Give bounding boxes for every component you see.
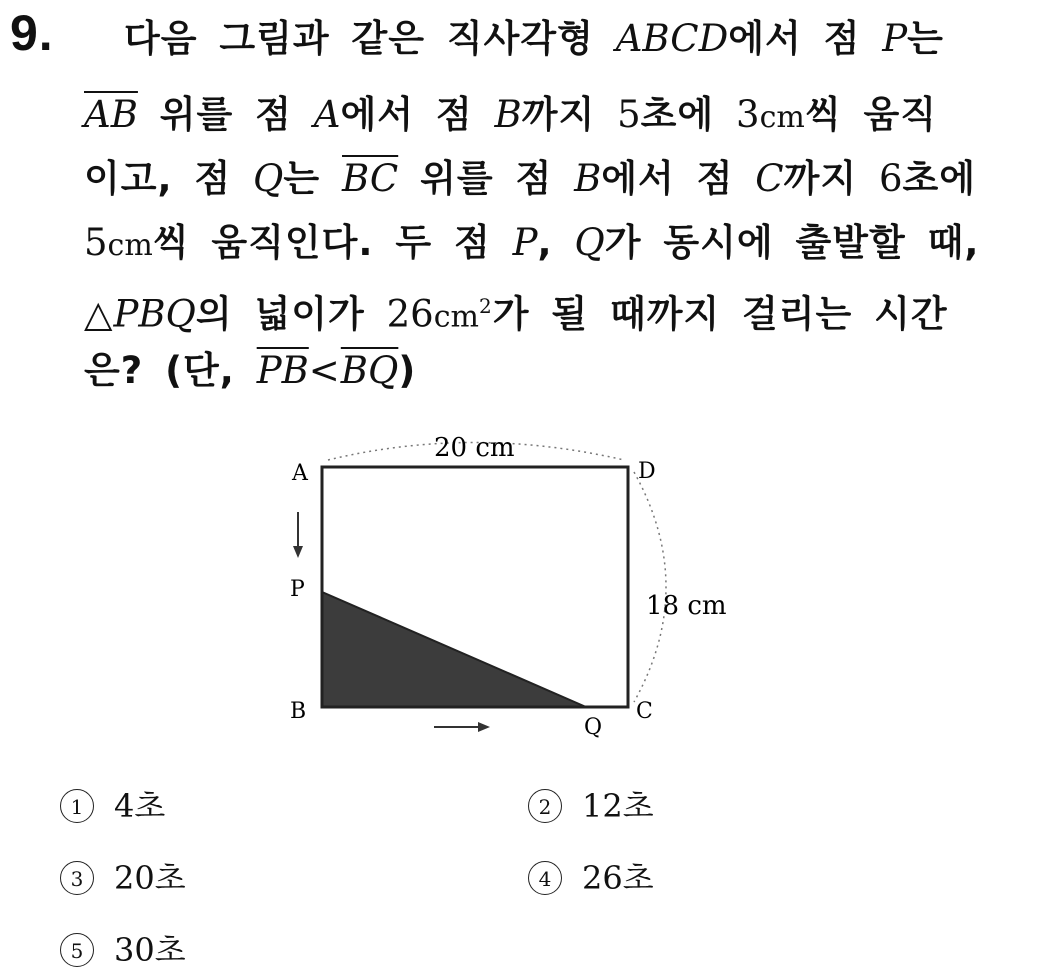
choice-5[interactable]	[60, 930, 186, 970]
stem-text-run: $\overline{AB}$	[84, 93, 138, 136]
stem-text-run: 5	[84, 221, 108, 264]
rectangle-figure	[268, 420, 768, 750]
choice-marker: 4	[528, 861, 562, 895]
stem-text-run: $\overline{PB}$	[256, 349, 309, 392]
stem-text-run: 가 될 때까지 걸리는 시간	[492, 292, 948, 336]
stem-text-run: C	[755, 157, 784, 200]
question-stem-line-3	[84, 156, 1034, 201]
vertex-a-label: A	[292, 461, 308, 486]
stem-text-run: Q	[574, 221, 605, 264]
point-p-label: P	[290, 577, 305, 602]
stem-text-run: ABCD	[615, 17, 729, 60]
stem-text-run: △	[84, 292, 114, 336]
stem-text-run: 6	[878, 157, 903, 200]
stem-text-run: 이고, 점	[84, 157, 254, 200]
question-stem-line-4	[84, 220, 1034, 268]
height-dimension-arc	[634, 472, 666, 702]
stem-text-run: 다음 그림과 같은 직사각형	[124, 17, 616, 60]
rectangle-diagram	[268, 420, 768, 750]
vertex-b-label: B	[290, 699, 307, 724]
question-number: 9.	[10, 5, 54, 61]
choice-text: 30초	[114, 931, 186, 969]
stem-text-run: 26	[386, 292, 434, 336]
stem-text-run: P	[512, 221, 538, 264]
stem-text-run: 씩 움직	[804, 93, 937, 136]
stem-text-run: <	[308, 349, 341, 392]
question-stem-line-1	[124, 16, 1064, 61]
stem-text-run: ,	[537, 221, 575, 264]
stem-text-run: 의 넓이가	[195, 292, 387, 336]
choice-text: 12초	[582, 787, 654, 825]
stem-text-run: cm	[433, 299, 479, 335]
question-stem-line-2	[84, 92, 1034, 140]
stem-text-run: 3	[736, 93, 760, 136]
choice-3[interactable]	[60, 858, 186, 898]
stem-text-run: Q	[253, 157, 284, 200]
stem-text-run: PBQ	[113, 292, 196, 336]
stem-text-run: $\overline{BC}$	[342, 157, 399, 200]
stem-text-run: 씩 움직인다. 두 점	[152, 221, 513, 264]
triangle-pbq	[322, 592, 586, 707]
arrow-right-q	[434, 722, 490, 732]
choice-marker: 5	[60, 933, 94, 967]
stem-text-run: B	[574, 157, 602, 200]
choice-text: 26초	[582, 859, 654, 897]
choice-text: 4초	[114, 787, 166, 825]
stem-text-run: 까지	[521, 93, 618, 136]
choice-1[interactable]	[60, 786, 165, 826]
height-label: 18 cm	[646, 591, 727, 621]
stem-text-run: 까지	[783, 157, 879, 200]
question-stem-line-5	[84, 284, 1034, 339]
stem-text-run: 에서 점	[601, 157, 756, 200]
choice-marker: 1	[60, 789, 94, 823]
stem-text-run: cm	[107, 228, 153, 263]
point-q-label: Q	[584, 715, 603, 740]
stem-text-run: 는	[907, 17, 944, 60]
stem-text-run: P	[882, 17, 908, 60]
stem-text-run: 는	[283, 157, 343, 200]
choice-marker: 3	[60, 861, 94, 895]
stem-text-run: cm	[759, 100, 805, 135]
stem-text-run: 초에	[902, 157, 976, 200]
stem-text-run: B	[494, 93, 522, 136]
vertex-d-label: D	[638, 459, 656, 484]
stem-text-run: 위를 점	[398, 157, 575, 200]
stem-text-run: 은? (단,	[84, 349, 257, 392]
stem-text-run: 위를 점	[137, 93, 314, 136]
choice-4[interactable]	[528, 858, 654, 898]
stem-text-run: $\overline{BQ}$	[340, 349, 399, 392]
stem-text-run: 2	[478, 294, 493, 318]
stem-text-run: 가 동시에 출발할 때,	[604, 221, 980, 264]
question-stem-line-6	[84, 348, 1034, 393]
stem-text-run: 에서 점	[728, 17, 883, 60]
choice-text: 20초	[114, 859, 186, 897]
stem-text-run: )	[398, 349, 417, 392]
choice-marker: 2	[528, 789, 562, 823]
vertex-c-label: C	[636, 699, 653, 724]
arrow-down-p	[293, 512, 303, 558]
stem-text-run: 에서 점	[340, 93, 495, 136]
choice-2[interactable]	[528, 786, 654, 826]
width-label: 20 cm	[434, 433, 515, 463]
stem-text-run: 초에	[640, 93, 737, 136]
stem-text-run: A	[313, 93, 341, 136]
stem-text-run: 5	[617, 93, 641, 136]
